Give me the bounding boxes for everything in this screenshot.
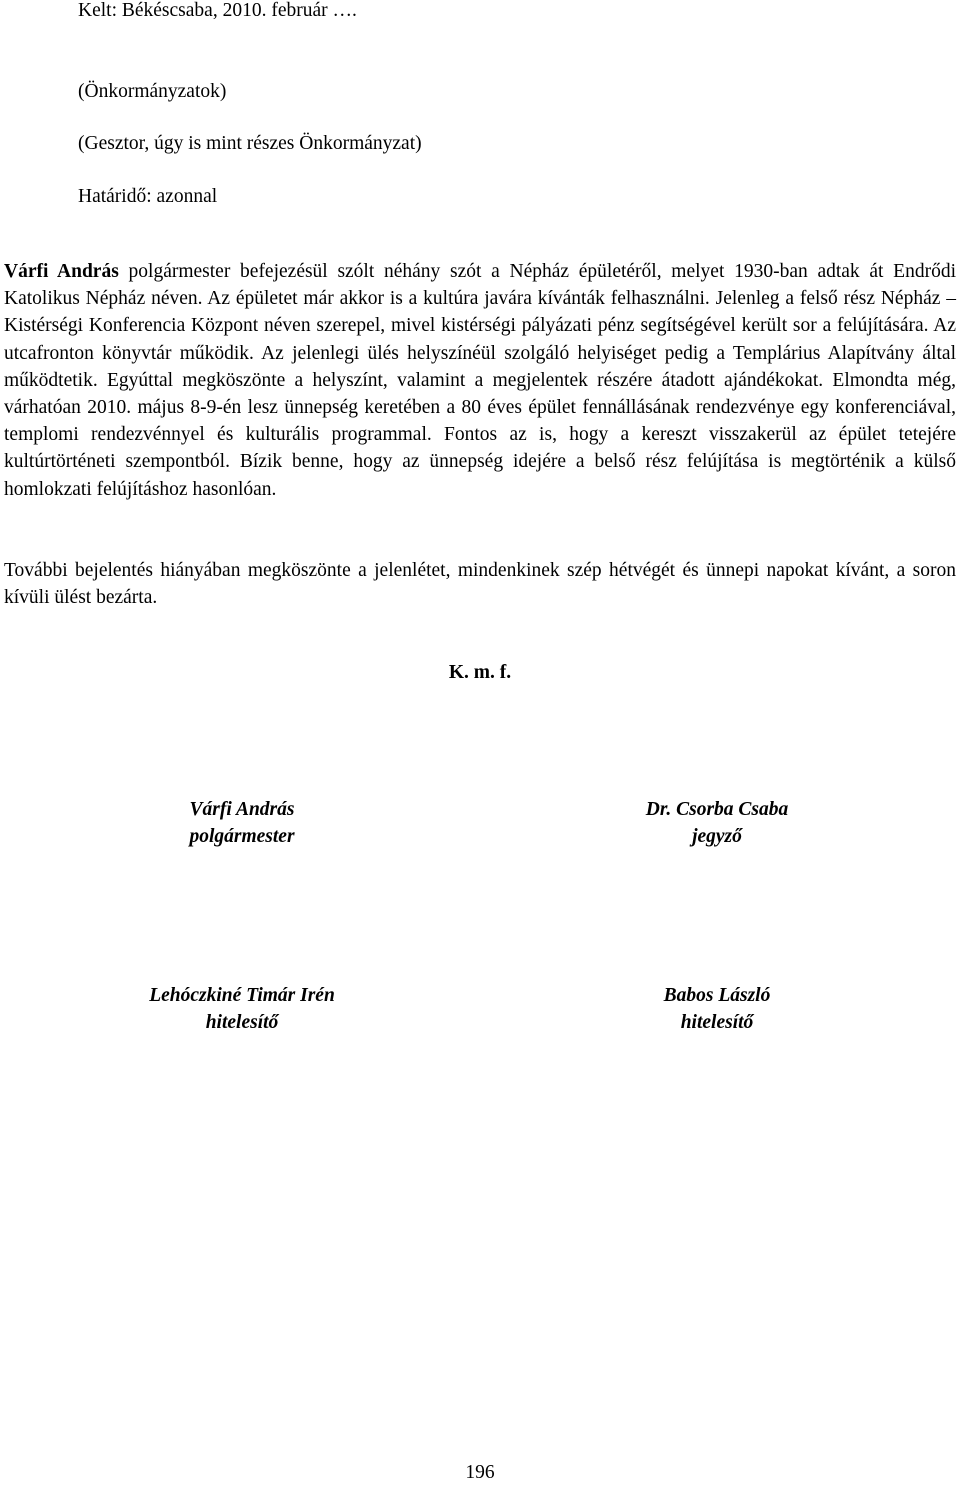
- responsible-line: (Önkormányzatok): [78, 81, 227, 102]
- speaker-name: Várfi András: [4, 261, 119, 282]
- signature-role: jegyző: [692, 826, 742, 847]
- closing-remarks-paragraph: [4, 258, 956, 503]
- page-number: 196: [465, 1462, 495, 1483]
- signature-name: Várfi András: [189, 799, 295, 820]
- date-line: Kelt: Békéscsaba, 2010. február ….: [78, 0, 357, 21]
- signature-role: hitelesítő: [205, 1012, 279, 1033]
- signature-role: hitelesítő: [680, 1012, 754, 1033]
- paragraph-text: polgármester befejezésül szólt néhány szót a Népház épületéről, melyet 1930-ban adtak át Endrődi Katolikus Népház néven. Az épületet már akkor is a kultúra javára kívánták felhasználni. Jelenleg a felső rész Népház – Kistérségi Konferencia Központ néven szerepel, mivel kistérségi pályázati pénz segítségével került sor a felújítására. Az utcafronton könyvtár működik. Az jelenlegi ülés helyszínéül szolgáló helyiséget pedig a Templárius Alapítvány által működtetik. Egyúttal megköszönte a helyszínt, valamint a megjelentek részére átadott ajándékokat. Elmondta még, várhatóan 2010. május 8-9-én lesz ünnepség keretében a 80 éves épület fennállásának rendezvénye egy konferenciával, templomi rendezvénnyel és kulturális programmal. Fontos az is, hogy a kereszt visszakerül az épület tetejére kultúrtörténeti szempontból. Bízik benne, hogy az ünnepség idejére a belső rész felújítása is megtörténik a külső homlokzati felújításhoz hasonlóan.: [4, 261, 956, 500]
- signature-block-authenticator-1: [92, 982, 392, 1036]
- kmf-closing: K. m. f.: [448, 662, 512, 683]
- signature-name: Babos László: [663, 985, 771, 1006]
- signature-block-mayor: [92, 796, 392, 850]
- signature-block-authenticator-2: [567, 982, 867, 1036]
- signature-name: Dr. Csorba Csaba: [645, 799, 789, 820]
- signature-name: Lehóczkiné Timár Irén: [149, 985, 335, 1006]
- responsible-detail-line: (Gesztor, úgy is mint részes Önkormányzat): [78, 133, 422, 154]
- signature-role: polgármester: [189, 826, 295, 847]
- deadline-line: Határidő: azonnal: [78, 186, 218, 207]
- closing-paragraph: További bejelentés hiányában megköszönte a jelenlétet, mindenkinek szép hétvégét és ünnepi napokat kívánt, a soron kívüli ülést bezárta.: [4, 560, 956, 609]
- signature-block-notary: [567, 796, 867, 850]
